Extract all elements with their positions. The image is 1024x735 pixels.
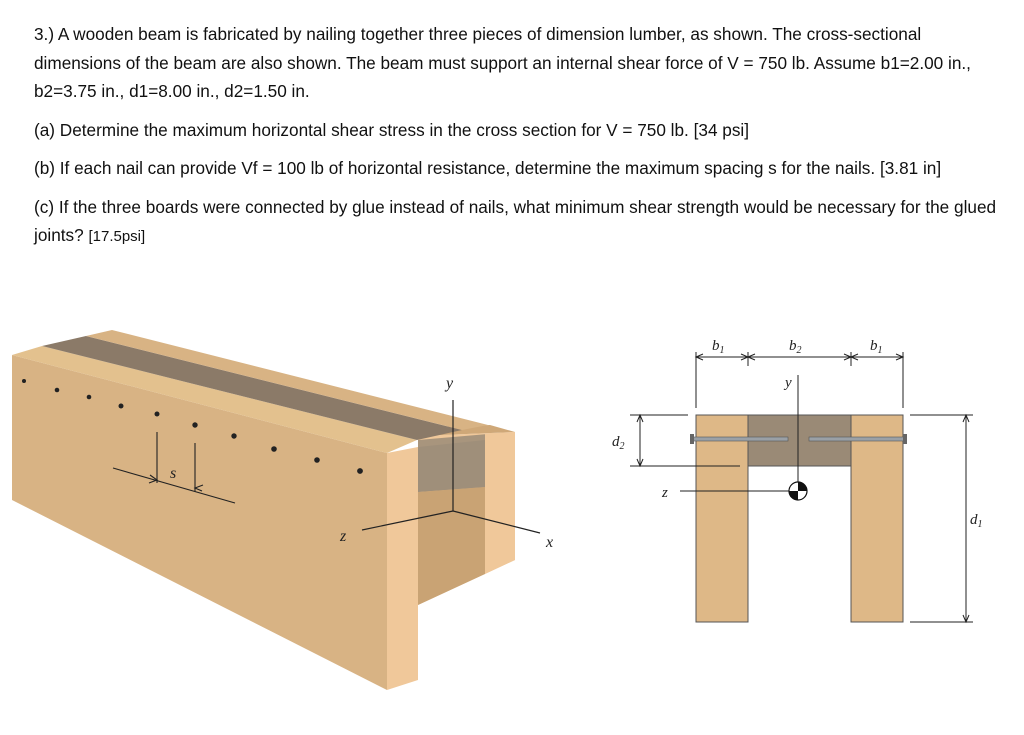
label-y-3d: y	[446, 375, 454, 392]
top-dimensions	[696, 352, 903, 408]
label-b2: $b_2$	[789, 338, 802, 356]
label-z-3d: z	[340, 528, 347, 545]
problem-intro: 3.) A wooden beam is fabricated by nailing together three pieces of dimension lumber, as shown. The cross-sectional dimensions of the beam are also shown. The beam must support an internal shear force of V = 750 lb. Assume b1=2.00 in., b2=3.75 in., d1=8.00 in., d2=1.50 in.	[34, 24, 971, 101]
part-c-text: (c) If the three boards were connected by glue instead of nails, what minimum shear strength would be necessary for the glued joints?	[34, 196, 997, 245]
label-z-section: z	[662, 485, 668, 501]
label-d2: $d_2$	[612, 434, 625, 452]
right-nail-head	[903, 434, 907, 444]
label-b1-right: $b_1$	[870, 338, 883, 356]
label-s: s	[170, 465, 177, 482]
centroid-symbol	[789, 482, 807, 500]
label-b1-left: $b_1$	[712, 338, 725, 356]
left-nail-head	[690, 434, 694, 444]
right-nail	[809, 437, 905, 441]
label-y-section: y	[785, 375, 792, 391]
label-x-3d: x	[546, 534, 554, 551]
part-c-answer: [17.5psi]	[88, 228, 146, 245]
part-b-question: (b) If each nail can provide Vf = 100 lb of horizontal resistance, determine the maximum spacing s for the nails. [3.81 in]	[34, 158, 942, 178]
left-web-board	[696, 415, 748, 622]
right-web-board	[851, 415, 903, 622]
label-d1: $d_1$	[970, 512, 983, 530]
d1-dimension	[910, 415, 973, 622]
part-a-question: (a) Determine the maximum horizontal shear stress in the cross section for V = 750 lb. [34 psi]	[34, 119, 750, 140]
left-nail	[692, 437, 788, 441]
